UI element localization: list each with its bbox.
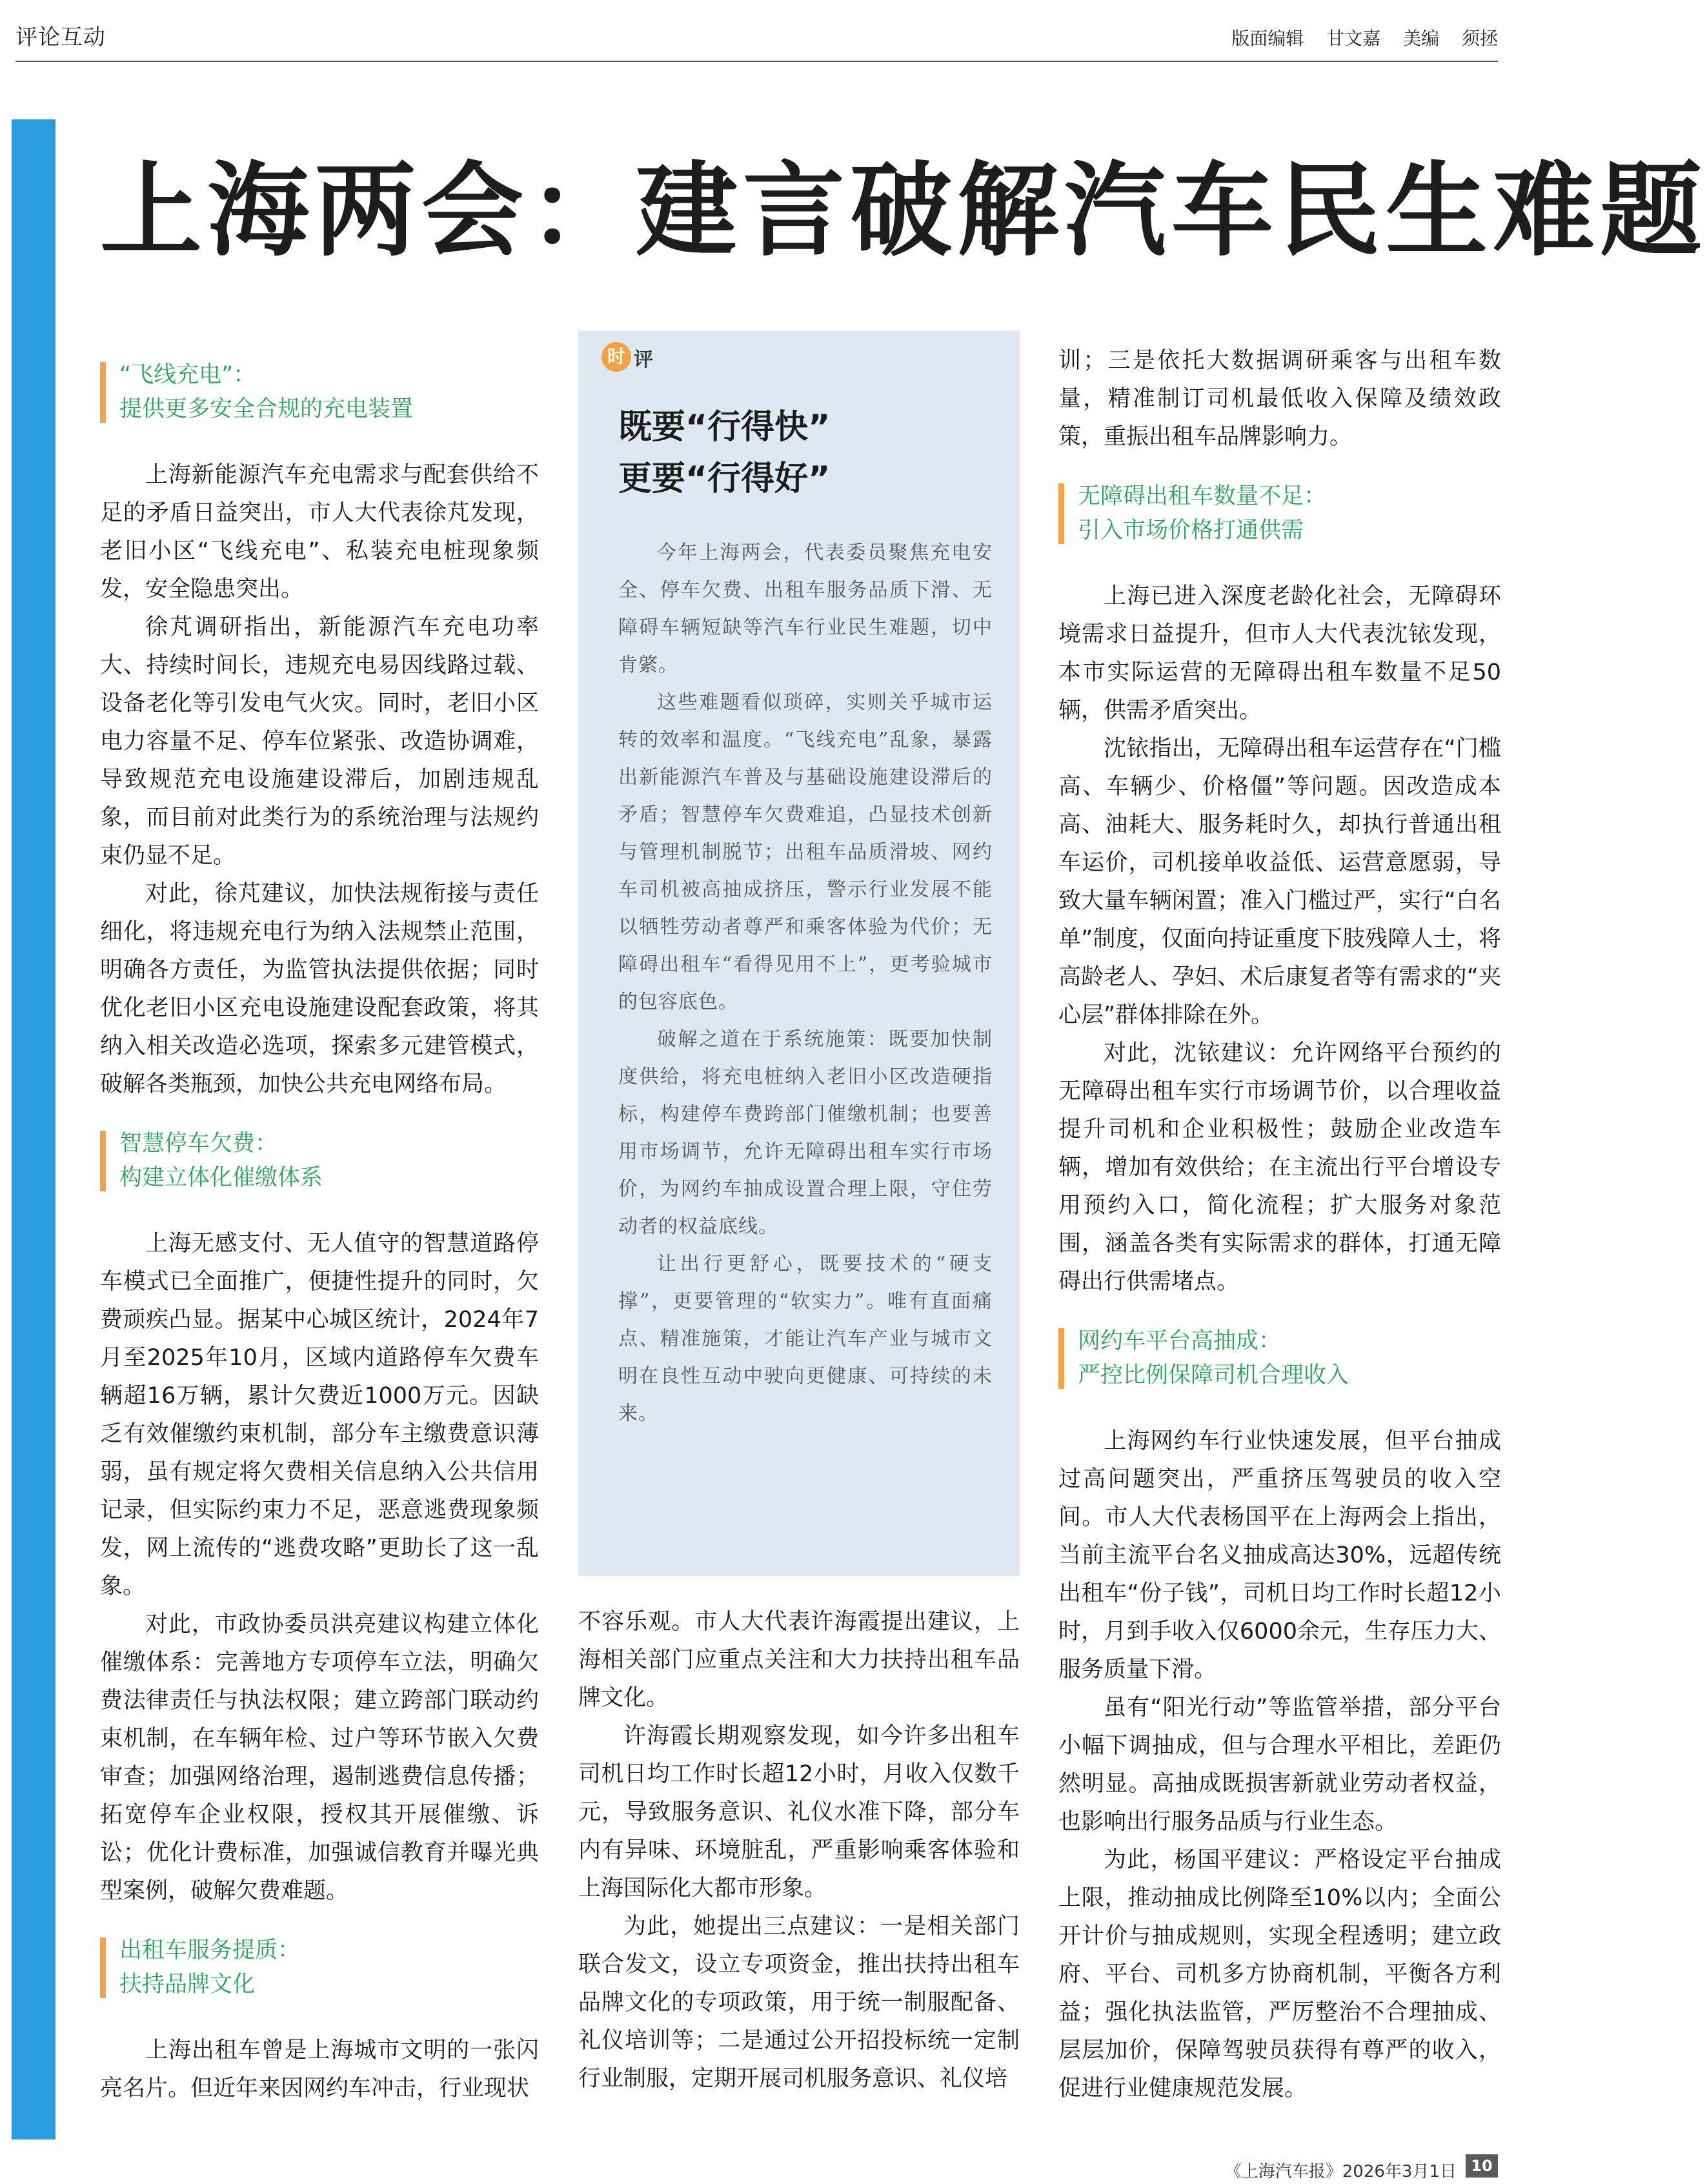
commentary-paragraph: 破解之道在于系统施策：既要加快制度供给，将充电桩纳入老旧小区改造硬指标，构建停车费跨部门催缴机制；也要善用市场调节，允许无障碍出租车实行市场价，为网约车抽成设置合理上限，守住劳动者的权益底线。 — [618, 1028, 993, 1238]
subheading-line1: 出租车服务提质： — [119, 1937, 301, 1963]
editor-credits — [1215, 25, 1498, 50]
subheading-smart-parking — [100, 1127, 539, 1195]
subheading-line1: “飞线充电”： — [119, 362, 256, 388]
subheading-flying-charging — [100, 358, 539, 427]
credit-role-designer: 美编 — [1403, 28, 1440, 49]
commentary-paragraph: 让出行更舒心，既要技术的“硬支撑”，更要管理的“软实力”。唯有直面痛点、精准施策，才能让汽车产业与城市文明在良性互动中驶向更健康、可持续的未来。 — [618, 1253, 993, 1425]
page-number: 10 — [1466, 2154, 1498, 2178]
subheading-accessible-taxi — [1058, 480, 1501, 548]
commentary-paragraph: 今年上海两会，代表委员聚焦充电安全、停车欠费、出租车服务品质下滑、无障碍车辆短缺等汽车行业民生难题，切中肯綮。 — [618, 541, 993, 676]
subheading-line1: 无障碍出租车数量不足： — [1078, 483, 1327, 509]
paragraph: 对此，沈铱建议：允许网络平台预约的无障碍出租车实行市场调节价，以合理收益提升司机和企业积极性；鼓励企业改造车辆，增加有效供给；在主流出行平台增设专用预约入口，简化流程；扩大服务对象范围，涵盖各类有实际需求的群体，打通无障碍出行供需堵点。 — [1058, 1040, 1501, 1295]
paragraph: 为此，她提出三点建议：一是相关部门联合发文，设立专项资金，推出扶持出租车品牌文化的专项政策，用于统一制服配备、礼仪培训等；二是通过公开招投标统一定制行业制服，定期开展司机服务意识、礼仪培 — [578, 1914, 1020, 2092]
subheading-line2: 扶持品牌文化 — [119, 1972, 256, 1997]
badge-circle: 时 — [601, 342, 631, 372]
paragraph: 上海已进入深度老龄化社会，无障碍环境需求日益提升，但市人大代表沈铱发现，本市实际运营的无障碍出租车数量不足50辆，供需矛盾突出。 — [1058, 583, 1501, 723]
credit-name-designer: 须拯 — [1461, 28, 1498, 49]
subheading-line2: 严控比例保障司机合理收入 — [1078, 1362, 1349, 1388]
badge-label: 评 — [634, 349, 653, 371]
paragraph: 徐芃调研指出，新能源汽车充电功率大、持续时间长，违规充电易因线路过载、设备老化等引发电气火灾。同时，老旧小区电力容量不足、停车位紧张、改造协调难，导致规范充电设施建设滞后，加剧违规乱象，而目前对此类行为的系统治理与法规约束仍显不足。 — [100, 614, 539, 869]
commentary-title-line1: 既要“行得快” — [618, 408, 831, 447]
page-footer — [917, 2154, 1498, 2180]
subheading-line2: 提供更多安全合规的充电装置 — [119, 396, 414, 422]
paragraph: 沈铱指出，无障碍出租车运营存在“门槛高、车辆少、价格僵”等问题。因改造成本高、油耗大、服务耗时久，却执行普通出租车运价，司机接单收益低、运营意愿弱，导致大量车辆闲置；准入门槛过严，实行“白名单”制度，仅面向持证重度下肢残障人士，将高龄老人、孕妇、术后康复者等有需求的“夹心层”群体排除在外。 — [1058, 736, 1501, 1028]
paragraph: 许海霞长期观察发现，如今许多出租车司机日均工作时长超12小时，月收入仅数千元，导致服务意识、礼仪水准下降，部分车内有异味、环境脏乱，严重影响乘客体验和上海国际化大都市形象。 — [578, 1723, 1020, 1901]
middle-column — [578, 1603, 1020, 2098]
subheading-line2: 构建立体化催缴体系 — [119, 1165, 323, 1191]
headline: 上海两会：建言破解汽车民生难题 — [100, 152, 1707, 270]
paragraph: 为此，杨国平建议：严格设定平台抽成上限，推动抽成比例降至10%以内；全面公开计价与抽成规则，实现全程透明；建立政府、平台、司机多方协商机制，平衡各方利益；强化执法监管，严厉整治不合理抽成、层层加价，保障驾驶员获得有尊严的收入，促进行业健康规范发展。 — [1058, 1847, 1501, 2101]
paragraph: 上海网约车行业快速发展，但平台抽成过高问题突出，严重挤压驾驶员的收入空间。市人大代表杨国平在上海两会上指出，当前主流平台名义抽成高达30%，远超传统出租车“份子钱”，司机日均工作时长超12小时，月到手收入仅6000余元，生存压力大、服务质量下滑。 — [1058, 1428, 1501, 1683]
paragraph: 对此，市政协委员洪亮建议构建立体化催缴体系：完善地方专项停车立法，明确欠费法律责任与执法权限；建立跨部门联动约束机制，在车辆年检、过户等环节嵌入欠费审查；加强网络治理，遏制逃费信息传播；拓宽停车企业权限，授权其开展催缴、诉讼；优化计费标准，加强诚信教育并曝光典型案例，破解欠费难题。 — [100, 1612, 539, 1904]
subheading-line2: 引入市场价格打通供需 — [1078, 518, 1304, 543]
header-divider — [15, 61, 1498, 62]
commentary-title — [618, 401, 830, 505]
accent-bar — [12, 119, 56, 2139]
commentary-box — [578, 330, 1020, 1576]
paragraph: 上海新能源汽车充电需求与配套供给不足的矛盾日益突出，市人大代表徐芃发现，老旧小区“飞线充电”、私装充电桩现象频发，安全隐患突出。 — [100, 462, 539, 602]
page-header — [0, 0, 1511, 63]
subheading-line1: 网约车平台高抽成： — [1078, 1328, 1282, 1354]
commentary-paragraph: 这些难题看似琐碎，实则关乎城市运转的效率和温度。“飞线充电”乱象，暴露出新能源汽车普及与基础设施建设滞后的矛盾；智慧停车欠费难追，凸显技术创新与管理机制脱节；出租车品质滑坡、网约车司机被高抽成挤压，警示行业发展不能以牺牲劳动者尊严和乘客体验为代价；无障碍出租车“看得见用不上”，更考验城市的包容底色。 — [618, 691, 993, 1013]
left-column — [100, 358, 539, 2108]
credit-name-editor: 甘文嘉 — [1326, 28, 1381, 49]
paragraph-continued: 训；三是依托大数据调研乘客与出租车数量，精准制订司机最低收入保障及绩效政策，重振出租车品牌影响力。 — [1058, 348, 1501, 450]
subheading-line1: 智慧停车欠费： — [119, 1131, 278, 1157]
paragraph: 虽有“阳光行动”等监管举措，部分平台小幅下调抽成，但与合理水平相比，差距仍然明显。高抽成既损害新就业劳动者权益，也影响出行服务品质与行业生态。 — [1058, 1695, 1501, 1835]
commentary-body — [618, 534, 993, 1433]
publication-info: 《上海汽车报》2026年3月1日 — [1224, 2162, 1457, 2181]
commentary-title-line2: 更要“行得好” — [618, 460, 831, 498]
paragraph: 上海出租车曾是上海城市文明的一张闪亮名片。但近年来因网约车冲击，行业现状 — [100, 2037, 539, 2101]
subheading-ride-hailing — [1058, 1324, 1501, 1393]
paragraph: 对此，徐芃建议，加快法规衔接与责任细化，将违规充电行为纳入法规禁止范围，明确各方责任，为监管执法提供依据；同时优化老旧小区充电设施建设配套政策，将其纳入相关改造必选项，探索多元建管模式，破解各类瓶颈，加快公共充电网络布局。 — [100, 881, 539, 1097]
section-label: 评论互动 — [15, 25, 106, 50]
credit-role-editor: 版面编辑 — [1231, 28, 1304, 49]
paragraph: 上海无感支付、无人值守的智慧道路停车模式已全面推广，便捷性提升的同时，欠费顽疾凸显。据某中心城区统计，2024年7月至2025年10月，区域内道路停车欠费车辆超16万辆，累计欠费近1000万元。因缺乏有效催缴约束机制，部分车主缴费意识薄弱，虽有规定将欠费相关信息纳入公共信用记录，但实际约束力不足，恶意逃费现象频发，网上流传的“逃费攻略”更助长了这一乱象。 — [100, 1231, 539, 1599]
right-column — [1058, 342, 1501, 2108]
subheading-taxi-service — [100, 1934, 539, 2002]
paragraph-continued: 不容乐观。市人大代表许海霞提出建议，上海相关部门应重点关注和大力扶持出租车品牌文化。 — [578, 1609, 1020, 1711]
